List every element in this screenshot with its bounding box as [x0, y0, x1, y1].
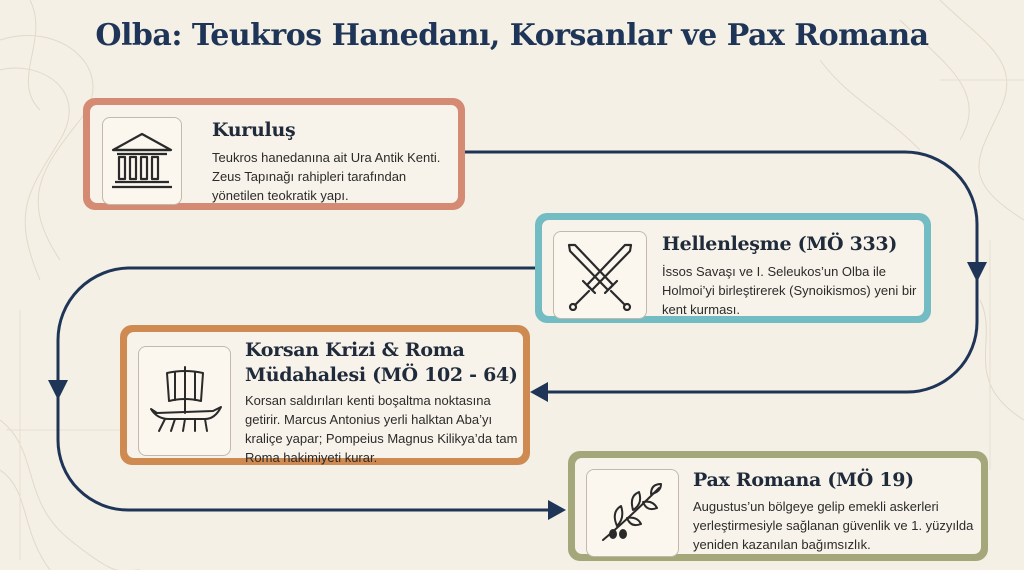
stage-card-kurulus	[83, 98, 465, 210]
arrow-right-bottom	[548, 500, 566, 520]
arrow-down-right	[967, 262, 987, 282]
stage-card-body	[90, 105, 458, 203]
stage-title: Korsan Krizi & Roma Müdahalesi (MÖ 102 - 64)	[245, 339, 518, 386]
stage-description: Augustus’un bölgeye gelip emekli askerleri yerleştirmesiyle sağlanan güvenlik ve 1. yüzyılda yeniden kazanılan bağımsızlık.	[693, 499, 974, 552]
arrow-down-left	[48, 380, 68, 400]
stage-title: Pax Romana (MÖ 19)	[693, 469, 914, 491]
arrow-left-middle	[530, 382, 548, 402]
crossed-swords-icon	[553, 231, 647, 319]
stage-description: Korsan saldırıları kenti boşaltma noktasına getirir. Marcus Antonius yerli halktan Aba’yı kraliçe yapar; Pompeius Magnus Kilikya’da tam Roma hakimiyeti kurar.	[245, 393, 518, 465]
stage-card-hellenlesme	[535, 213, 931, 323]
galley-ship-icon	[138, 346, 231, 456]
stage-description: İssos Savaşı ve I. Seleukos’un Olba ile Holmoi’yi birleştirerek (Synoikismos) yeni bir kent kurması.	[662, 264, 917, 317]
stage-title: Hellenleşme (MÖ 333)	[662, 233, 898, 255]
stage-title: Kuruluş	[212, 119, 296, 141]
stage-card-body	[542, 220, 924, 316]
stage-card-pax-romana	[568, 451, 988, 561]
olive-branch-icon	[586, 469, 679, 557]
page-title: Olba: Teukros Hanedanı, Korsanlar ve Pax Romana	[95, 18, 929, 53]
temple-icon	[102, 117, 182, 205]
stage-card-body	[575, 458, 981, 554]
stage-card-body	[127, 332, 523, 465]
stage-card-korsan-krizi	[120, 325, 530, 465]
stage-description: Teukros hanedanına ait Ura Antik Kenti. Zeus Tapınağı rahipleri tarafından yönetilen teokratik yapı.	[212, 150, 441, 203]
